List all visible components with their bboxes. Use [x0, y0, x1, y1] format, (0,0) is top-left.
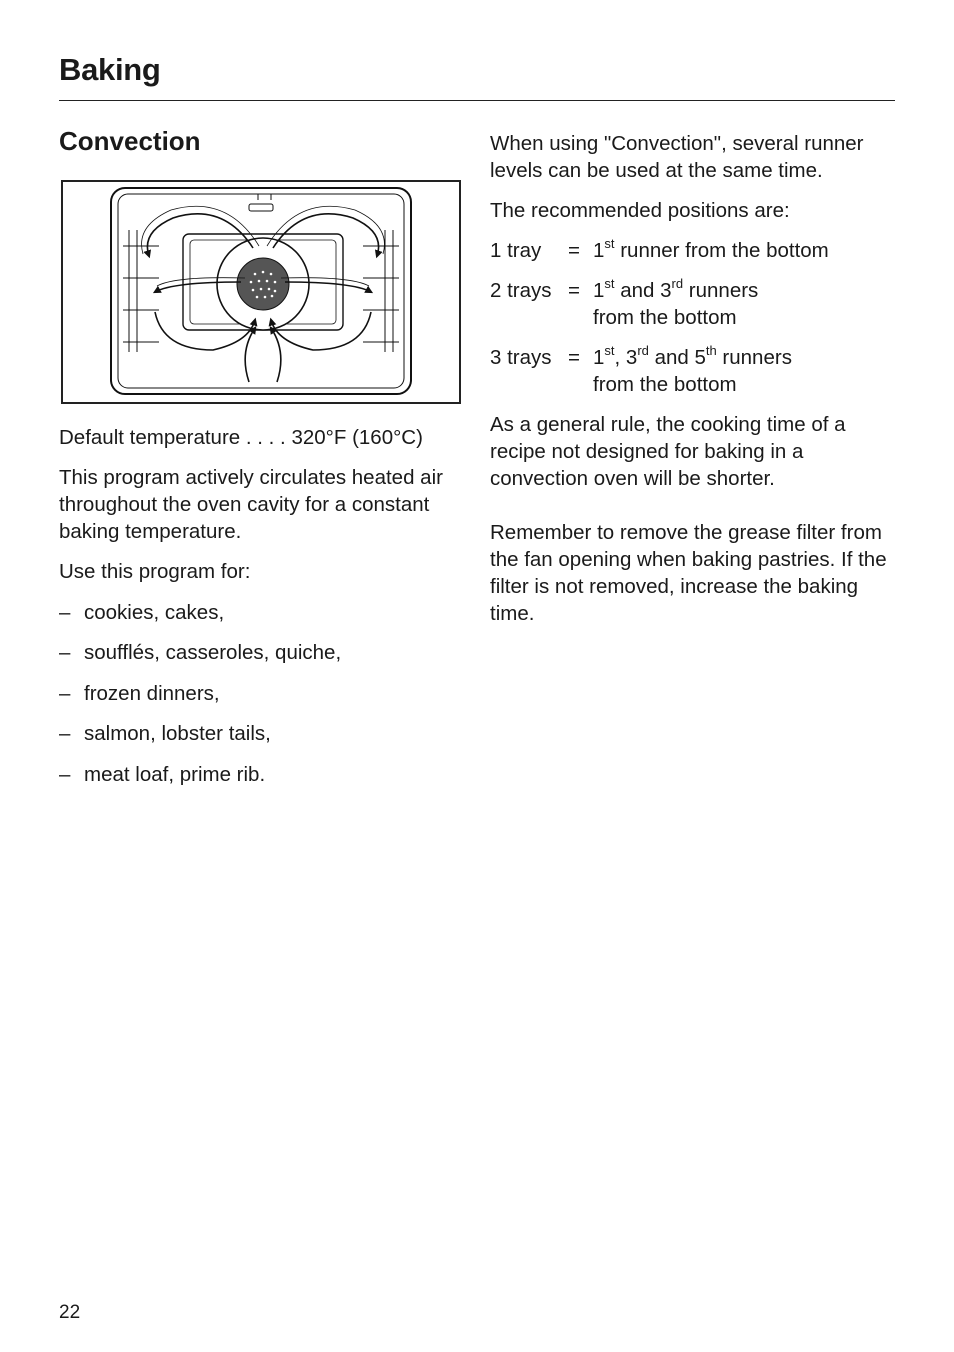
oven-fan-illustration [63, 182, 459, 402]
position-line-1 [593, 344, 895, 371]
equals-sign: = [568, 239, 580, 262]
list-dash: – [59, 722, 71, 745]
ordinal-suffix: st [604, 343, 615, 358]
list-item [59, 761, 469, 788]
position-label: 3 trays [490, 346, 552, 369]
title-divider [59, 100, 895, 101]
position-text: runners [683, 279, 759, 302]
right-column [490, 130, 895, 627]
section-heading: Convection [59, 126, 201, 156]
list-item [59, 720, 469, 747]
list-item-text: meat loaf, prime rib. [84, 762, 266, 786]
default-temperature-leader: . . . . [240, 426, 292, 449]
position-row-2-trays [490, 277, 895, 331]
position-text: runner from the bottom [614, 239, 829, 262]
list-dash: – [59, 762, 71, 786]
program-description: This program actively circulates heated air throughout the oven cavity for a constant baking temperature. [59, 466, 443, 543]
position-line-1 [593, 277, 895, 304]
grease-filter-reminder: Remember to remove the grease filter from the fan opening when baking pastries. If the filter is not removed, increase the baking time. [490, 521, 887, 625]
positions-table [490, 237, 895, 398]
cooking-time-rule: As a general rule, the cooking time of a recipe not designed for baking in a convection oven will be shorter. [490, 413, 846, 490]
ordinal-suffix: st [604, 236, 615, 251]
position-label: 2 trays [490, 279, 552, 302]
position-text: , 3 [614, 346, 638, 369]
position-text: runners [716, 346, 792, 369]
list-item [59, 680, 469, 707]
list-dash: – [59, 681, 71, 705]
position-value [593, 277, 895, 331]
equals-sign: = [568, 279, 580, 302]
list-item [59, 639, 469, 666]
uses-intro: Use this program for: [59, 560, 251, 583]
position-line-2: from the bottom [593, 306, 737, 329]
ordinal-suffix: th [705, 343, 717, 358]
list-dash: – [59, 641, 71, 664]
position-label: 1 tray [490, 239, 542, 262]
position-value [593, 237, 895, 264]
page-title: Baking [59, 52, 161, 87]
position-line-2: from the bottom [593, 373, 737, 396]
ordinal-suffix: st [604, 276, 615, 291]
recommended-positions-heading: The recommended positions are: [490, 199, 790, 222]
runner-number: 1 [593, 239, 605, 262]
list-item-text: salmon, lobster tails, [84, 722, 271, 745]
equals-sign: = [568, 346, 580, 369]
list-item-text: soufflés, casseroles, quiche, [84, 641, 342, 664]
left-column [59, 124, 469, 788]
uses-list [59, 599, 469, 788]
oven-convection-figure [61, 180, 461, 404]
position-row-1-tray [490, 237, 895, 264]
position-value [593, 344, 895, 398]
list-item-text: frozen dinners, [84, 681, 220, 705]
list-item-text: cookies, cakes, [84, 600, 225, 624]
default-temperature [59, 424, 469, 451]
list-item [59, 599, 469, 626]
multi-level-intro: When using "Convection", several runner levels can be used at the same time. [490, 132, 864, 182]
default-temperature-value: 320°F (160°C) [291, 426, 423, 449]
position-text: and 5 [648, 346, 706, 369]
list-dash: – [59, 600, 71, 624]
position-row-3-trays [490, 344, 895, 398]
position-text: and 3 [614, 279, 672, 302]
runner-number: 1 [593, 279, 605, 302]
ordinal-suffix: rd [671, 276, 684, 291]
runner-number: 1 [593, 346, 605, 369]
ordinal-suffix: rd [637, 343, 649, 358]
default-temperature-label: Default temperature [59, 426, 241, 449]
page-number: 22 [59, 1302, 81, 1323]
